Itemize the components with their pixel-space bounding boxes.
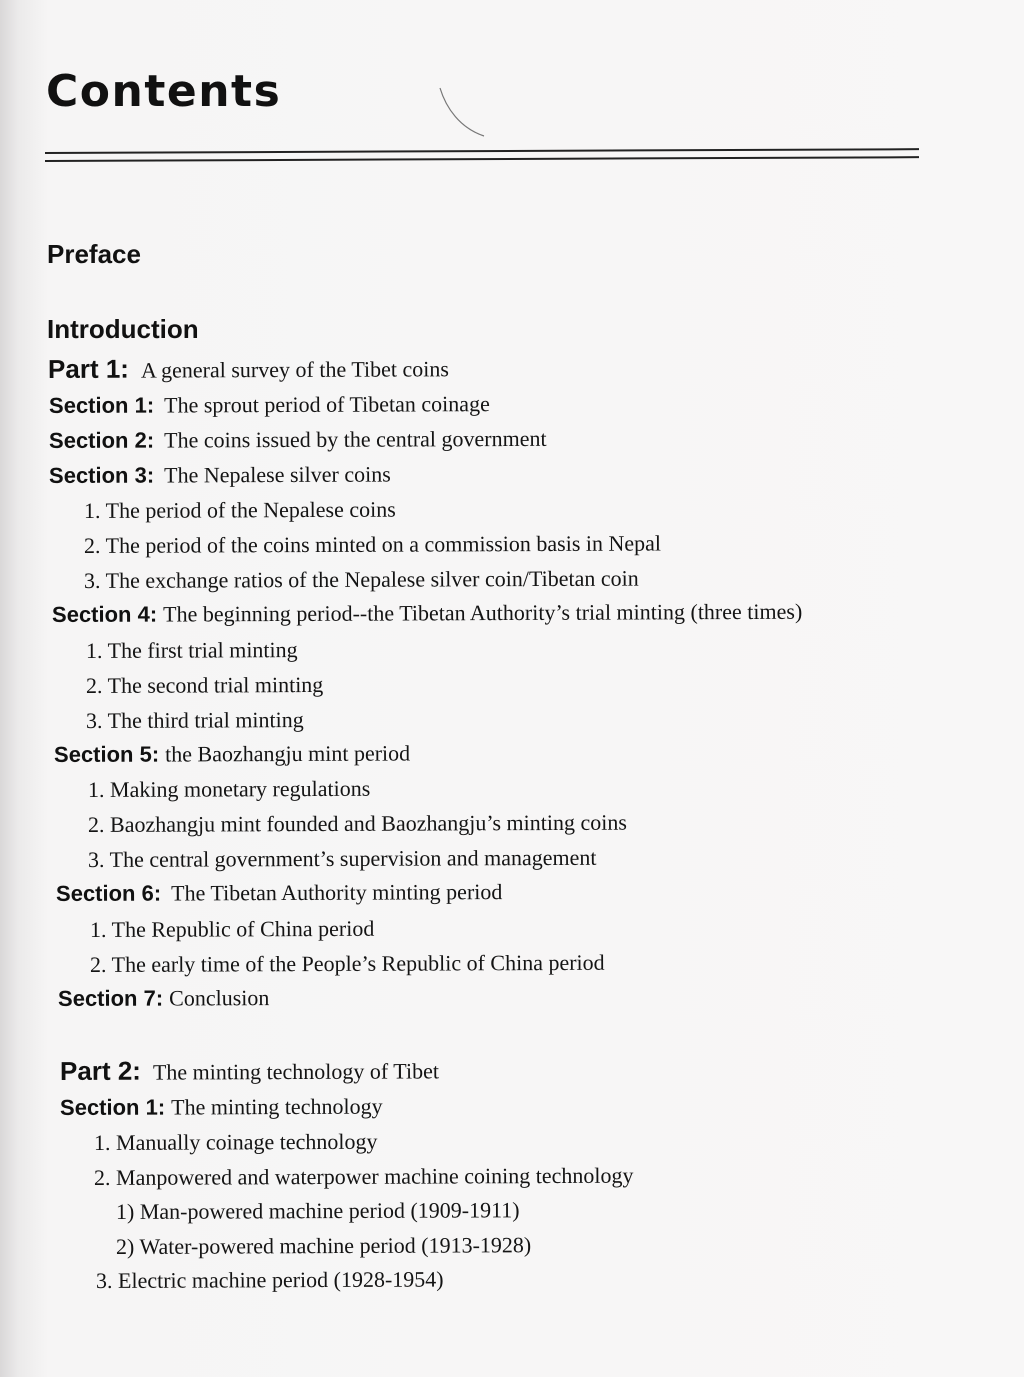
subsection-entry: 1. Manually coinage technology — [93, 1128, 378, 1155]
subsection-entry: 1. The period of the Nepalese coins — [83, 496, 396, 523]
section-title: The Nepalese silver coins — [164, 461, 391, 488]
title-rule-top — [45, 148, 919, 154]
section-entry — [52, 599, 802, 628]
section-title: Conclusion — [169, 985, 270, 1011]
section-label: Section 1: — [48, 392, 155, 418]
subsection-entry: 1. Making monetary regulations — [87, 775, 371, 802]
section-label: Section 3: — [48, 462, 155, 488]
subsection-entry: 2. Baozhangju mint founded and Baozhangju’s minting coins — [87, 809, 627, 837]
preface-heading: Preface — [47, 239, 141, 269]
subsection-entry: 3. The third trial minting — [85, 707, 304, 733]
section-label: Section 6: — [55, 880, 162, 906]
section-entry — [49, 462, 391, 489]
subsection-entry: 2. Manpowered and waterpower machine coining technology — [93, 1162, 634, 1190]
part-title: A general survey of the Tibet coins — [140, 356, 449, 383]
section-entry — [54, 740, 410, 768]
section-label: Section 7: — [57, 985, 164, 1011]
page-title: Contents — [46, 66, 282, 117]
section-label: Section 5: — [53, 741, 160, 767]
subsection-entry: 3. The central government’s supervision and management — [87, 844, 597, 872]
section-title: The coins issued by the central government — [164, 425, 547, 453]
introduction-heading: Introduction — [47, 314, 199, 344]
section-entry — [49, 391, 490, 419]
sub-subsection-entry: 1) Man-powered machine period (1909-1911) — [115, 1197, 520, 1224]
sub-subsection-entry: 2) Water-powered machine period (1913-1928) — [115, 1232, 532, 1259]
part-label: Part 2: — [59, 1055, 141, 1086]
subsection-entry: 2. The second trial minting — [85, 671, 324, 698]
section-title: The sprout period of Tibetan coinage — [164, 391, 490, 418]
part-2-entry — [60, 1054, 439, 1087]
pencil-mark — [438, 86, 488, 138]
part-label: Part 1: — [47, 353, 129, 384]
section-title: The beginning period--the Tibetan Authority’s trial minting (three times) — [163, 598, 803, 627]
section-entry — [56, 879, 502, 907]
title-rule-bottom — [45, 156, 919, 162]
section-label: Section 2: — [48, 427, 155, 453]
subsection-entry: 2. The period of the coins minted on a commission basis in Nepal — [83, 530, 662, 558]
section-label: Section 1: — [59, 1094, 166, 1120]
section-title: the Baozhangju mint period — [165, 740, 411, 767]
section-label: Section 4: — [51, 601, 158, 627]
section-title: The Tibetan Authority minting period — [171, 879, 503, 906]
part-title: The minting technology of Tibet — [152, 1058, 439, 1085]
subsection-entry: 3. The exchange ratios of the Nepalese silver coin/Tibetan coin — [83, 565, 639, 593]
subsection-entry: 1. The Republic of China period — [89, 915, 375, 942]
section-entry — [60, 1094, 383, 1121]
section-entry — [49, 426, 547, 454]
subsection-entry: 3. Electric machine period (1928-1954) — [95, 1266, 444, 1293]
part-1-entry — [48, 352, 449, 385]
section-title: The minting technology — [171, 1093, 383, 1120]
subsection-entry: 1. The first trial minting — [85, 637, 298, 663]
section-entry — [58, 985, 269, 1012]
subsection-entry: 2. The early time of the People’s Republic of China period — [89, 949, 605, 977]
